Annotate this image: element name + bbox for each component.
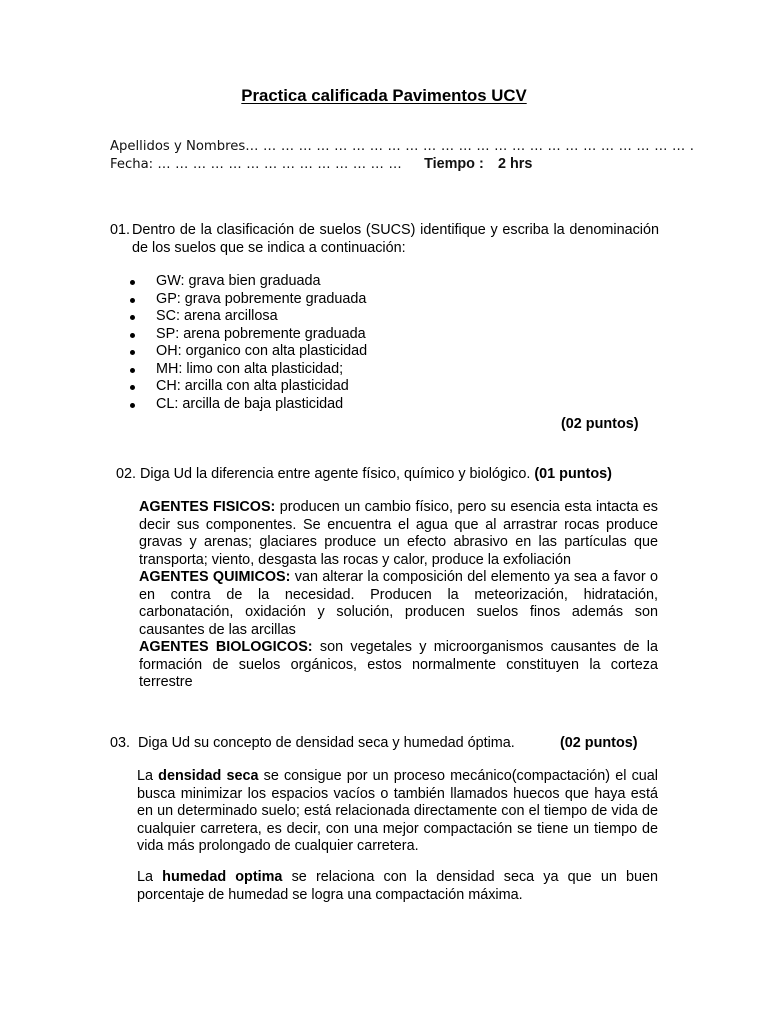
names-dots: … … … … … … … … … … … … … … … … … … … … … … … … … . xyxy=(245,139,695,154)
bullet-icon xyxy=(130,350,135,355)
bullet-icon xyxy=(130,385,135,390)
p2-pre: La xyxy=(137,869,163,885)
bullet-icon xyxy=(130,315,135,320)
fisicos-paragraph xyxy=(139,499,658,569)
q3-points: (02 puntos) xyxy=(560,735,638,751)
fisicos-text: producen un cambio físico, pero su esencia esta intacta es decir sus componentes. Se encuentra el agua que al arrastrar rocas produce gravas y arenas; glaciares produce un efecto abrasivo en las partículas que transporta; viento, desgasta las rocas y calor, produce la exfoliación xyxy=(139,499,658,568)
q1-points: (02 puntos) xyxy=(561,416,639,432)
quimicos-label: AGENTES QUIMICOS: xyxy=(139,569,291,585)
biologicos-text: son vegetales y microorganismos causantes de la formación de suelos orgánicos, estos normalmente constituyen la corteza terrestre xyxy=(139,639,658,690)
date-dots: … … … … … … … … … … … … … … xyxy=(157,157,402,172)
densidad-text: se consigue por un proceso mecánico(compactación) el cual busca minimizar los espacios vacíos o también llamados huecos que haya está en un determinado suelo; está relacionada directamente con el tiempo de vida de cualquier carretera, es decir, con una mejor compactación se tiene un tiempo de vida más prolongado de cualquier carretera. xyxy=(137,768,658,854)
q2-question xyxy=(140,466,670,484)
quimicos-text: van alterar la composición del elemento ya sea a favor o en contra de la necesidad. Producen la meteorización, hidratación, carbonatación, oxidación y solución, producen suelos finos además son causantes de las arcillas xyxy=(139,569,658,638)
q1-text: Dentro de la clasificación de suelos (SUCS) identifique y escriba la denominación de los suelos que se indica a continuación: xyxy=(132,222,659,256)
q3-number: 03. xyxy=(110,735,131,751)
date-line xyxy=(110,156,532,174)
soil-list xyxy=(130,273,367,413)
list-item: CH: arcilla con alta plasticidad xyxy=(130,378,367,396)
time-value: 2 hrs xyxy=(497,156,533,172)
fisicos-label: AGENTES FISICOS: xyxy=(139,499,276,515)
list-item: MH: limo con alta plasticidad; xyxy=(130,361,367,379)
p1-pre: La xyxy=(137,768,159,784)
q2-number: 02. xyxy=(116,466,137,482)
q1-number: 01. xyxy=(110,222,131,238)
q2-points: (01 puntos) xyxy=(534,466,612,482)
q2-answer xyxy=(139,499,658,692)
quimicos-paragraph xyxy=(139,569,658,639)
time-label: Tiempo : xyxy=(424,156,484,172)
bullet-icon xyxy=(130,368,135,373)
list-item: SP: arena pobremente graduada xyxy=(130,326,367,344)
bullet-icon xyxy=(130,298,135,303)
list-item: GW: grava bien graduada xyxy=(130,273,367,291)
list-item: OH: organico con alta plasticidad xyxy=(130,343,367,361)
names-label: Apellidos y Nombres xyxy=(110,139,246,154)
humedad-paragraph xyxy=(137,869,658,904)
humedad-optima-term: humedad optima xyxy=(162,869,283,885)
q2-text: Diga Ud la diferencia entre agente físico, químico y biológico. xyxy=(140,466,531,482)
biologicos-paragraph xyxy=(139,639,658,692)
densidad-paragraph xyxy=(137,768,658,856)
biologicos-label: AGENTES BIOLOGICOS: xyxy=(139,639,313,655)
names-line xyxy=(110,138,694,156)
bullet-icon xyxy=(130,280,135,285)
list-item: GP: grava pobremente graduada xyxy=(130,291,367,309)
q3-text: Diga Ud su concepto de densidad seca y humedad óptima. xyxy=(138,735,515,751)
page-title: Practica calificada Pavimentos UCV xyxy=(241,86,527,105)
humedad-text: se relaciona con la densidad seca ya que un buen porcentaje de humedad se logra una compactación máxima. xyxy=(137,869,658,903)
bullet-icon xyxy=(130,333,135,338)
date-label: Fecha: xyxy=(110,157,154,172)
bullet-icon xyxy=(130,403,135,408)
list-item: CL: arcilla de baja plasticidad xyxy=(130,396,367,414)
densidad-seca-term: densidad seca xyxy=(158,768,259,784)
list-item: SC: arena arcillosa xyxy=(130,308,367,326)
